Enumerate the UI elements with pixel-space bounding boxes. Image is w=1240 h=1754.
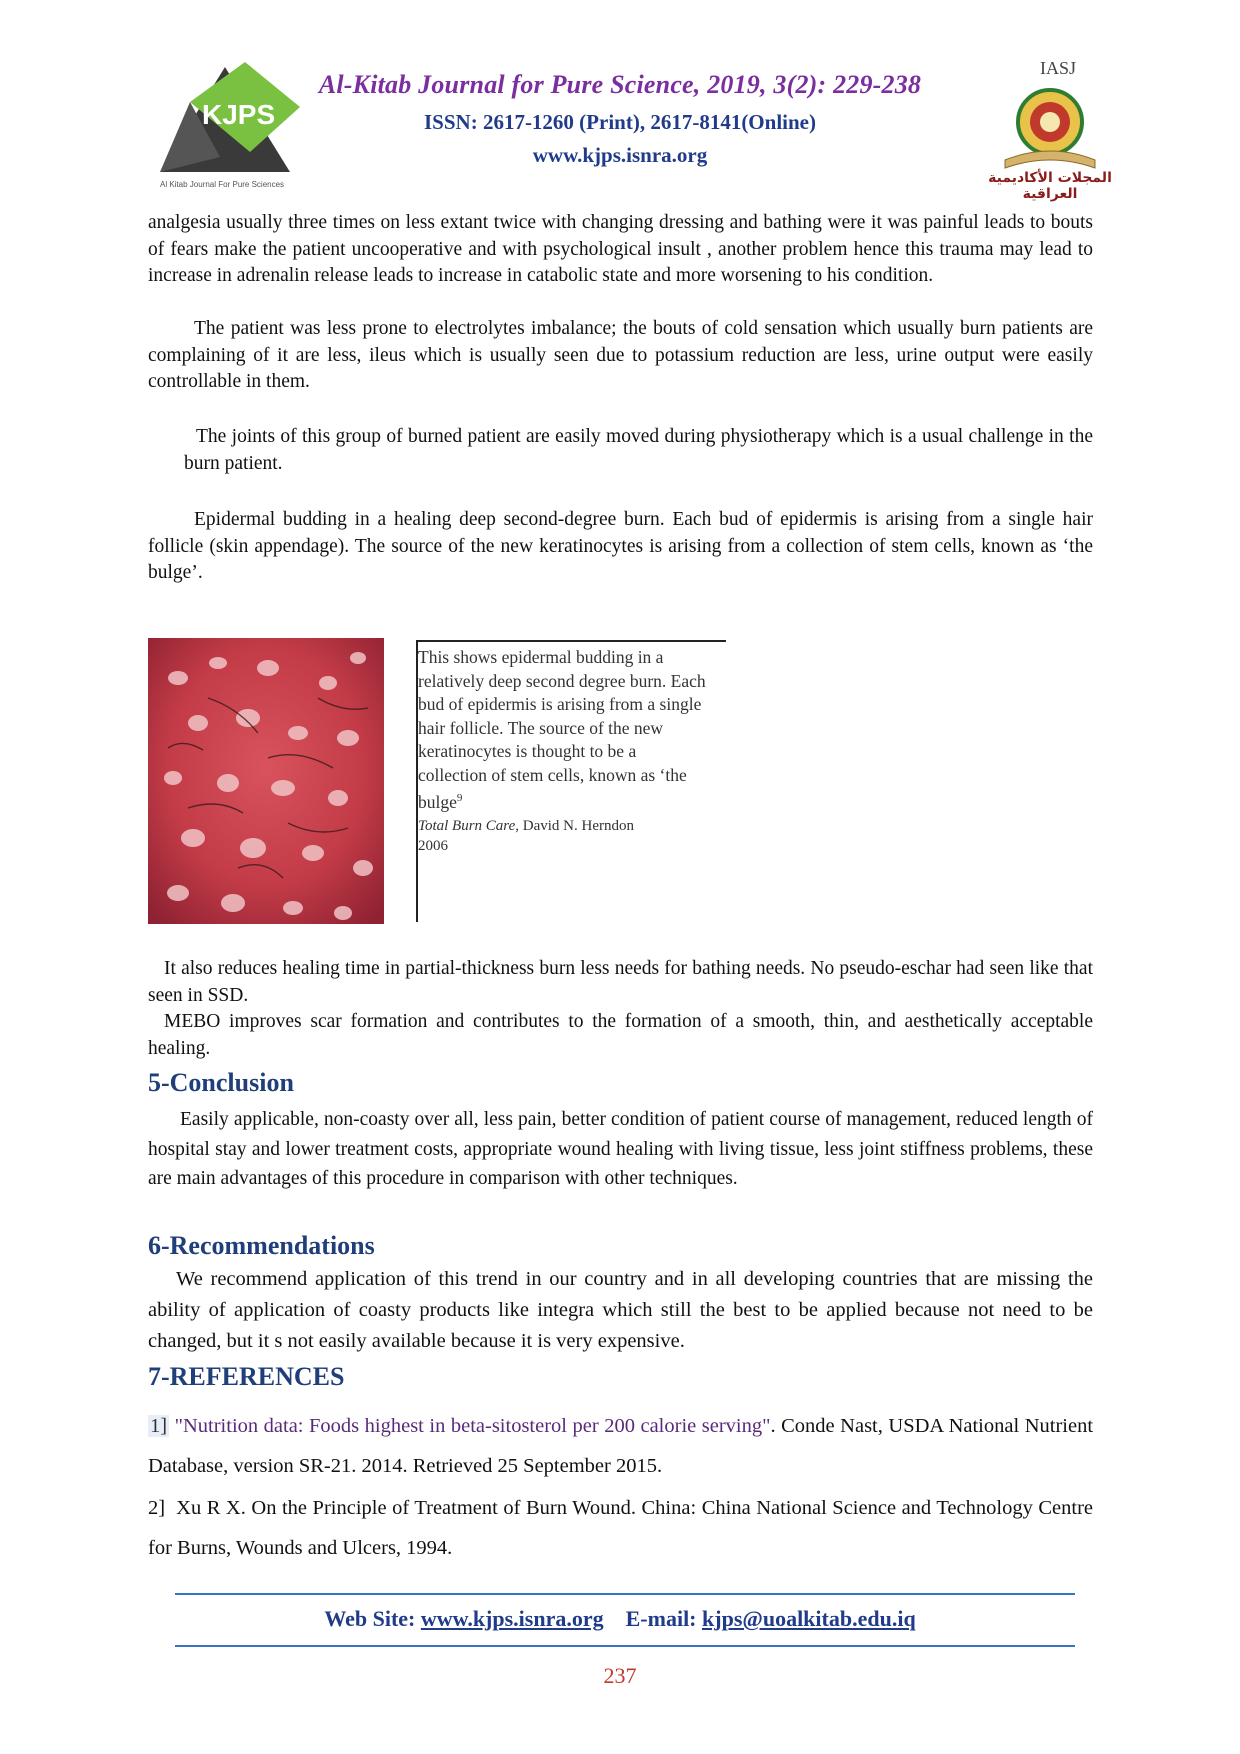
paragraph-recommendations: We recommend application of this trend in our country and in all developing countries that are missing the ability of application of coasty products like integra which still the best to be applied because not need to be changed, but it s not easily available because it is very expensive.: [148, 1268, 1093, 1352]
reference-text: . Conde Nast, USDA National Nutrient Database, version SR-21. 2014. Retrieved 25 September 2015.: [148, 1415, 1094, 1477]
caption-frame-top: [416, 640, 726, 642]
reference-text: Xu R X. On the Principle of Treatment of Burn Wound. China: China National Science and Technology Centre for Burns, Wounds and Ulcers, 1994.: [148, 1497, 1094, 1559]
paragraph-mebo: MEBO improves scar formation and contributes to the formation of a smooth, thin, and aesthetically acceptable healing.: [148, 1011, 1093, 1059]
footer-rule-top: [175, 1593, 1075, 1595]
figure-caption-ref: 9: [456, 792, 463, 804]
burn-wound-photo: [148, 638, 384, 924]
paragraph-electrolytes: The patient was less prone to electrolytes imbalance; the bouts of cold sensation which usually burn patients are complaining of it are less, ileus which is usually seen due to potassium reduction are less, urine output were easily controllable in them.: [148, 318, 1093, 392]
kjps-logo-caption: Al Kitab Journal For Pure Sciences: [160, 180, 285, 189]
figure-source: [418, 816, 708, 856]
kjps-logo-text: KJPS: [202, 99, 276, 130]
reference-number: 2]: [148, 1497, 166, 1519]
paragraph-healing-time: It also reduces healing time in partial-thickness burn less needs for bathing needs. No pseudo-eschar had seen like that seen in SSD.: [148, 958, 1093, 1006]
figure-caption-text: This shows epidermal budding in a relatively deep second degree burn. Each bud of epidermis is arising from a single hair follicle. The source of the new keratinocytes is thought to be a collection of stem cells, known as ‘the bulge: [418, 647, 706, 812]
footer-website-label: Web Site:: [324, 1606, 416, 1631]
footer-email-link[interactable]: kjps@uoalkitab.edu.iq: [702, 1606, 916, 1631]
figure-source-title: Total Burn Care,: [418, 818, 519, 835]
reference-link[interactable]: "Nutrition data: Foods highest in beta-sitosterol per 200 calorie serving": [174, 1415, 771, 1437]
reference-item-1: [148, 1406, 1093, 1486]
footer-contact: [0, 1606, 1240, 1632]
paragraph-joints: The joints of this group of burned patient are easily moved during physiotherapy which is a usual challenge in the burn patient.: [184, 426, 1093, 474]
journal-website[interactable]: www.kjps.isnra.org: [532, 143, 708, 167]
footer-email-label: E-mail:: [625, 1606, 697, 1631]
journal-title: Al-Kitab Journal for Pure Science, 2019, 3(2): 229-238: [318, 70, 922, 99]
iasj-arabic-caption: المجلات الأكاديمية العراقية: [988, 170, 1112, 202]
iasj-label: IASJ: [1040, 58, 1077, 78]
paragraph-epidermal-budding: Epidermal budding in a healing deep second-degree burn. Each bud of epidermis is arising from a single hair follicle (skin appendage). The source of the new keratinocytes is arising from a collection of stem cells, known as ‘the bulge’.: [148, 509, 1093, 583]
paragraph-conclusion: Easily applicable, non-coasty over all, less pain, better condition of patient course of management, reduced length of hospital stay and lower treatment costs, appropriate wound healing with living tissue, less joint stiffness problems, these are main advantages of this procedure in comparison with other techniques.: [148, 1109, 1093, 1189]
figure-source-author: David N. Herndon: [522, 818, 634, 835]
heading-references: 7-REFERENCES: [148, 1362, 345, 1391]
journal-header: [300, 70, 940, 168]
footer-website-link[interactable]: www.kjps.isnra.org: [420, 1606, 604, 1631]
heading-recommendations: 6-Recommendations: [148, 1231, 375, 1260]
figure-source-year: 2006: [418, 838, 448, 855]
reference-number: 1]: [150, 1415, 168, 1437]
kjps-logo: [150, 62, 300, 192]
footer-rule-bottom: [175, 1645, 1075, 1647]
heading-conclusion: 5-Conclusion: [148, 1068, 294, 1097]
figure-caption: [418, 646, 708, 856]
reference-item-2: [148, 1488, 1093, 1568]
iasj-emblem-icon: [995, 82, 1105, 172]
journal-issn: ISSN: 2617-1260 (Print), 2617-8141(Online): [424, 110, 816, 134]
page-number: 237: [603, 1663, 637, 1688]
paragraph-analgesia: analgesia usually three times on less extant twice with changing dressing and bathing were it was painful leads to bouts of fears make the patient uncooperative and with psychological insult , another problem hence this trauma may lead to increase in adrenalin release leads to increase in catabolic state and more worsening to his condition.: [148, 212, 1093, 286]
